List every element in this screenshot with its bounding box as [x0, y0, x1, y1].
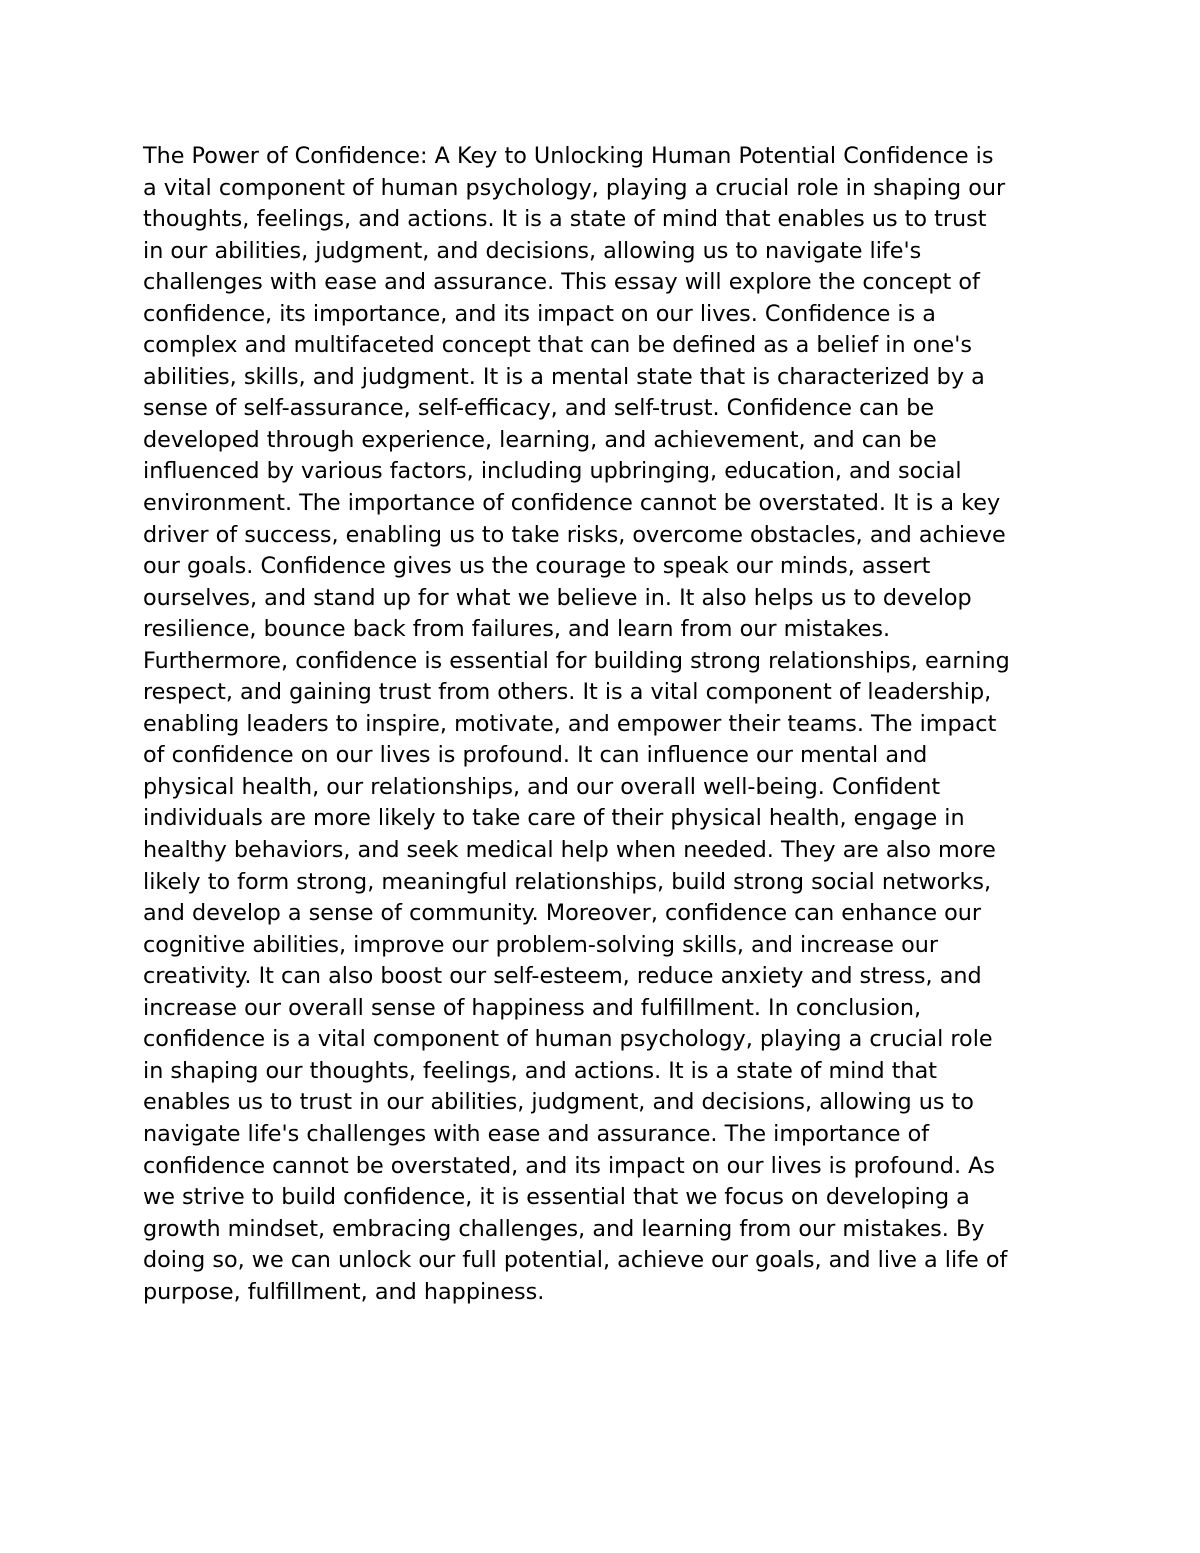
essay-line: complex and multifaceted concept that can be defined as a belief in one's [143, 332, 972, 359]
essay-body [143, 141, 1068, 1308]
essay-line: respect, and gaining trust from others. It is a vital component of leadership, [143, 679, 992, 706]
essay-line: ourselves, and stand up for what we believe in. It also helps us to develop [143, 584, 972, 611]
essay-line: a vital component of human psychology, playing a crucial role in shaping our [143, 174, 1006, 201]
essay-line: Furthermore, confidence is essential for building strong relationships, earning [143, 647, 1010, 674]
essay-line: driver of success, enabling us to take risks, overcome obstacles, and achieve [143, 521, 1006, 548]
essay-line: cognitive abilities, improve our problem-solving skills, and increase our [143, 931, 939, 958]
essay-line: and develop a sense of community. Moreover, confidence can enhance our [143, 900, 982, 927]
essay-line: thoughts, feelings, and actions. It is a state of mind that enables us to trust [143, 206, 987, 233]
essay-line: doing so, we can unlock our full potential, achieve our goals, and live a life of [143, 1247, 1008, 1274]
essay-line: increase our overall sense of happiness and fulfillment. In conclusion, [143, 994, 922, 1021]
essay-line: likely to form strong, meaningful relationships, build strong social networks, [143, 868, 992, 895]
essay-line: navigate life's challenges with ease and assurance. The importance of [143, 1120, 930, 1147]
essay-line: abilities, skills, and judgment. It is a mental state that is characterized by a [143, 363, 985, 390]
essay-line: physical health, our relationships, and our overall well-being. Confident [143, 773, 941, 800]
essay-line: challenges with ease and assurance. This essay will explore the concept of [143, 269, 980, 296]
essay-line: influenced by various factors, including upbringing, education, and social [143, 458, 962, 485]
essay-line: our goals. Confidence gives us the courage to speak our minds, assert [143, 553, 931, 580]
essay-line: developed through experience, learning, and achievement, and can be [143, 426, 937, 453]
essay-line: sense of self-assurance, self-efficacy, and self-trust. Confidence can be [143, 395, 935, 422]
essay-line: individuals are more likely to take care of their physical health, engage in [143, 805, 965, 832]
essay-line: of confidence on our lives is profound. It can influence our mental and [143, 742, 928, 769]
essay-line: confidence is a vital component of human psychology, playing a crucial role [143, 1026, 993, 1053]
essay-line: we strive to build confidence, it is essential that we focus on developing a [143, 1184, 970, 1211]
essay-line: environment. The importance of confidence cannot be overstated. It is a key [143, 490, 1001, 517]
essay-line: in our abilities, judgment, and decisions, allowing us to navigate life's [143, 237, 922, 264]
essay-line: resilience, bounce back from failures, and learn from our mistakes. [143, 616, 891, 643]
essay-line: enabling leaders to inspire, motivate, and empower their teams. The impact [143, 710, 997, 737]
essay-line: purpose, fulfillment, and happiness. [143, 1278, 545, 1305]
essay-line: growth mindset, embracing challenges, and learning from our mistakes. By [143, 1215, 985, 1242]
essay-line: creativity. It can also boost our self-esteem, reduce anxiety and stress, and [143, 963, 982, 990]
essay-line: enables us to trust in our abilities, judgment, and decisions, allowing us to [143, 1089, 974, 1116]
essay-line: The Power of Confidence: A Key to Unlocking Human Potential Confidence is [143, 143, 994, 169]
essay-line: in shaping our thoughts, feelings, and actions. It is a state of mind that [143, 1057, 938, 1084]
essay-line: healthy behaviors, and seek medical help when needed. They are also more [143, 837, 996, 864]
essay-line: confidence, its importance, and its impact on our lives. Confidence is a [143, 300, 936, 327]
essay-line: confidence cannot be overstated, and its impact on our lives is profound. As [143, 1152, 996, 1179]
